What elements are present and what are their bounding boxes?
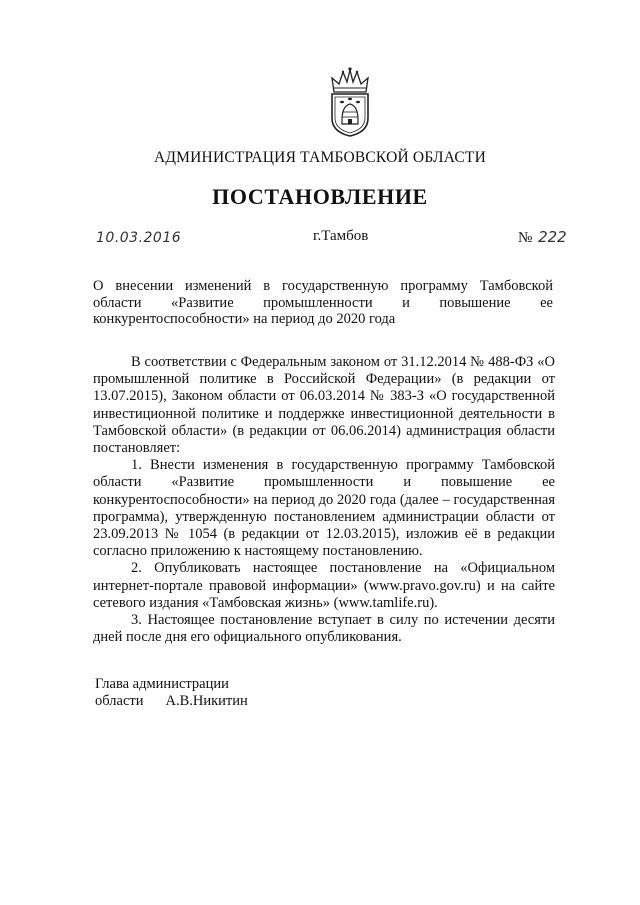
signature-block [95,676,248,710]
document-number [518,228,567,247]
signatory-title-line2: области [95,693,144,709]
signatory-line2 [95,693,248,710]
city-label: г.Тамбов [313,228,369,244]
handwritten-date: 10.03.2016 [96,230,182,246]
handwritten-number: 222 [538,228,567,246]
document-body [93,354,555,646]
coat-of-arms-emblem [324,66,376,138]
signatory-name: А.В.Никитин [165,693,248,709]
resolution-item-3: 3. Настоящее постановление вступает в силу по истечении десяти дней после дня его официального опубликования. [93,612,555,646]
organization-title: АДМИНИСТРАЦИЯ ТАМБОВСКОЙ ОБЛАСТИ [154,149,486,166]
resolution-item-2: 2. Опубликовать настоящее постановление на «Официальном интернет-портале правовой информации» (www.pravo.gov.ru) и на сайте сетевого издания «Тамбовская жизнь» (www.tamlife.ru). [93,560,555,611]
signatory-title-line1: Глава администрации [95,676,229,692]
resolution-item-1: 1. Внести изменения в государственную программу Тамбовской области «Развитие промышленности и повышение ее конкурентоспособности» на период до 2020 года (далее – государственная программа), утвержденную постановлением администрации области от 23.09.2013 № 1054 (в редакции от 12.03.2015), изложив её в редакции согласно приложению к настоящему постановлению. [93,457,555,560]
document-meta-row [0,228,640,252]
preamble-paragraph: В соответствии с Федеральным законом от 31.12.2014 № 488-ФЗ «О промышленной политике в Российской Федерации» (в редакции от 13.07.2015), Законом области от 06.03.2014 № 383-З «О государственной инвестиционной политике и поддержке инвестиционной деятельности в Тамбовской области» (в редакции от 06.06.2014) администрация области постановляет: [93,354,555,457]
number-sign: № [518,230,533,246]
document-type-title: ПОСТАНОВЛЕНИЕ [212,184,428,209]
document-subject: О внесении изменений в государственную программу Тамбовской области «Развитие промышленности и повышение ее конкурентоспособности» на период до 2020 года [93,278,553,327]
